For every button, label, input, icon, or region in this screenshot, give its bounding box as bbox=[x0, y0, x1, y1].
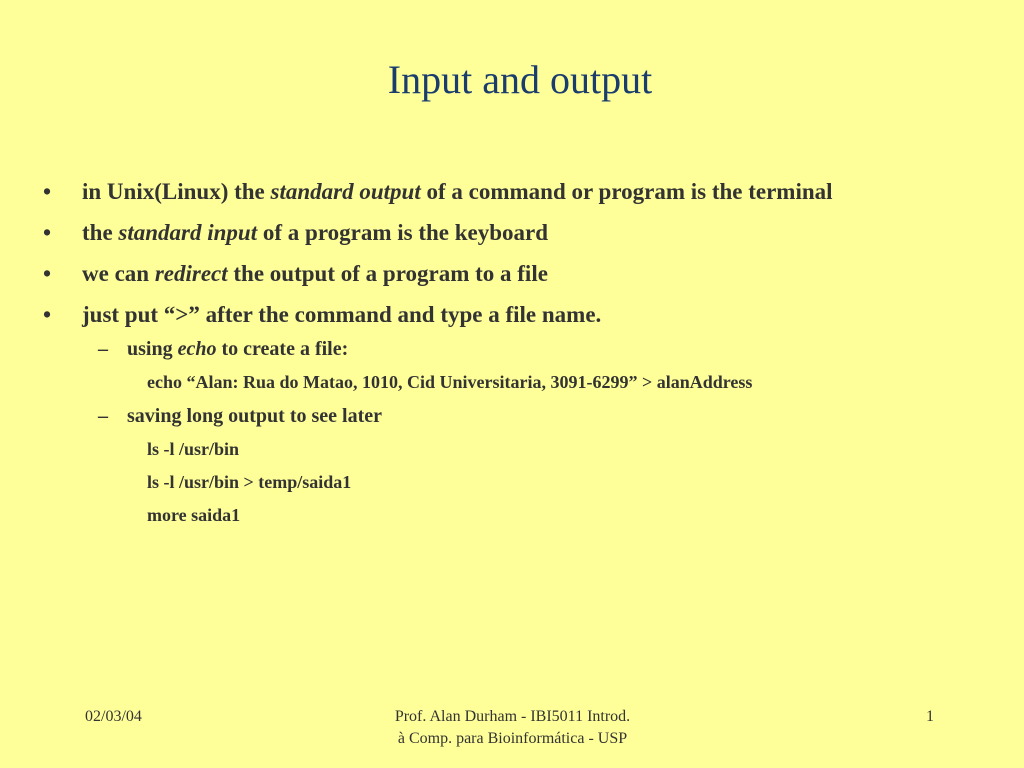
command-line: echo “Alan: Rua do Matao, 1010, Cid Universitaria, 3091-6299” > alanAddress bbox=[147, 372, 753, 392]
bullet-marker: • bbox=[43, 302, 52, 327]
slide-body bbox=[0, 176, 1024, 536]
footer-credit bbox=[340, 706, 685, 750]
sub-bullet-text: to create a file: bbox=[216, 338, 349, 360]
bullet-marker: • bbox=[43, 179, 52, 204]
bullet-item bbox=[0, 217, 1024, 248]
bullet-emphasis: standard output bbox=[270, 179, 421, 204]
bullet-text: we can bbox=[82, 261, 155, 286]
bullet-text: the output of a program to a file bbox=[227, 261, 548, 286]
sub-bullet-text: using bbox=[127, 338, 178, 360]
command-line: ls -l /usr/bin bbox=[147, 439, 240, 459]
bullet-emphasis: standard input bbox=[118, 220, 258, 245]
sub-bullet-marker: – bbox=[98, 338, 108, 360]
bullet-item bbox=[0, 258, 1024, 289]
bullet-marker: • bbox=[43, 220, 52, 245]
bullet-emphasis: redirect bbox=[154, 261, 228, 286]
sub-bullet-item bbox=[0, 403, 1024, 429]
bullet-text: the bbox=[82, 220, 119, 245]
bullet-text: of a program is the keyboard bbox=[257, 220, 549, 245]
slide-number: 1 bbox=[926, 708, 934, 725]
bullet-text: just put “>” after the command and type a file name. bbox=[82, 302, 602, 327]
slide-title: Input and output bbox=[387, 57, 653, 102]
command-line: more saida1 bbox=[147, 505, 241, 525]
command-line: ls -l /usr/bin > temp/saida1 bbox=[147, 472, 352, 492]
sub-bullet-text: saving long output to see later bbox=[127, 405, 382, 427]
bullet-item bbox=[0, 176, 1024, 207]
bullet-text: of a command or program is the terminal bbox=[420, 179, 833, 204]
bullet-marker: • bbox=[43, 261, 52, 286]
footer-date: 02/03/04 bbox=[85, 708, 142, 725]
sub-bullet-marker: – bbox=[98, 405, 108, 427]
sub-bullet-item bbox=[0, 336, 1024, 362]
sub-bullet-emphasis: echo bbox=[177, 338, 217, 360]
bullet-text: in Unix(Linux) the bbox=[82, 179, 271, 204]
footer-credit-line: Prof. Alan Durham - IBI5011 Introd. bbox=[394, 708, 631, 725]
bullet-item bbox=[0, 299, 1024, 330]
footer-credit-line: à Comp. para Bioinformática - USP bbox=[397, 730, 628, 747]
